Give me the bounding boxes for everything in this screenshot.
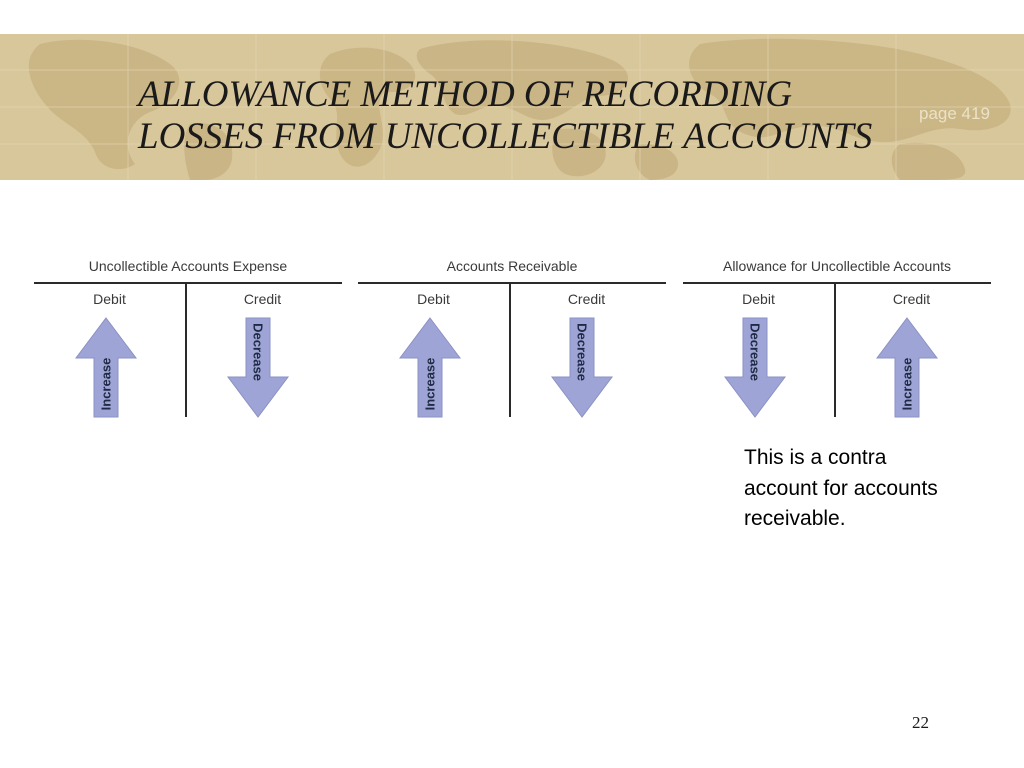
decrease-down-arrow (226, 316, 290, 425)
arrow-label: Increase (98, 357, 114, 411)
debit-label: Debit (93, 291, 126, 307)
slide-number: 22 (912, 713, 929, 732)
t-account-top-rule (683, 282, 991, 284)
page-reference: page 419 (919, 104, 990, 123)
t-account-allowance (683, 258, 991, 420)
t-account-top-rule (358, 282, 666, 284)
t-account-title: Allowance for Uncollectible Accounts (722, 258, 951, 274)
slide-title (138, 74, 958, 158)
slide-title-line-2: LOSSES FROM UNCOLLECTIBLE ACCOUNTS (138, 116, 873, 157)
contra-account-note: This is a contra account for accounts receivable. (744, 446, 938, 530)
t-account-accounts-receivable (358, 258, 666, 420)
t-account-title: Uncollectible Accounts Expense (88, 258, 288, 274)
t-account-uncollectible-expense (34, 258, 342, 420)
arrow-label: Increase (422, 357, 438, 411)
debit-label: Debit (417, 291, 450, 307)
arrow-label: Decrease (574, 323, 590, 381)
arrow-label: Decrease (250, 323, 266, 381)
t-account-top-rule (34, 282, 342, 284)
arrow-label: Increase (899, 357, 915, 411)
increase-up-arrow (74, 316, 138, 425)
slide-title-line-1: ALLOWANCE METHOD OF RECORDING (138, 74, 793, 115)
credit-label: Credit (567, 291, 606, 307)
credit-label: Credit (243, 291, 282, 307)
increase-up-arrow (398, 316, 462, 425)
credit-label: Credit (892, 291, 931, 307)
increase-up-arrow (875, 316, 939, 425)
arrow-label: Decrease (747, 323, 763, 381)
t-account-title: Accounts Receivable (446, 258, 578, 274)
decrease-down-arrow (550, 316, 614, 425)
decrease-down-arrow (723, 316, 787, 425)
debit-label: Debit (742, 291, 775, 307)
